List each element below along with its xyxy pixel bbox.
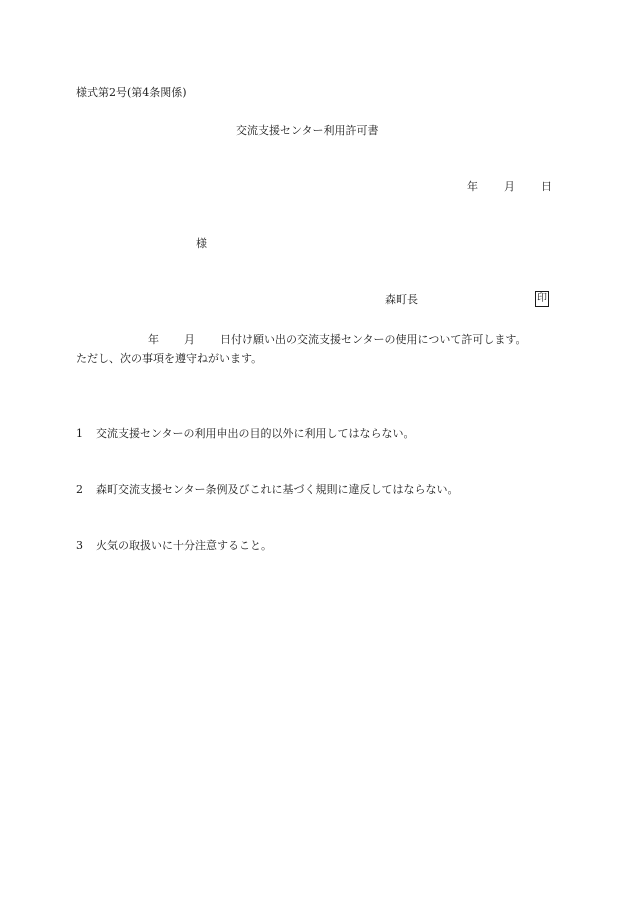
condition-item [76, 484, 459, 495]
issuer-name: 森町長 [385, 293, 418, 306]
form-number: 様式第2号(第4条関係) [76, 86, 187, 99]
condition-item [76, 428, 415, 439]
permission-statement [76, 330, 526, 368]
condition-text: 交流支援センターの利用申出の目的以外に利用してはならない。 [96, 427, 415, 440]
statement-line-1 [76, 330, 526, 349]
statement-month-label: 月 [184, 333, 195, 346]
seal-mark: 印 [535, 291, 549, 307]
date-year-label: 年 [467, 180, 478, 193]
statement-line-2: ただし、次の事項を遵守ねがいます。 [76, 352, 263, 365]
date-month-label: 月 [504, 180, 515, 193]
condition-text: 森町交流支援センター条例及びこれに基づく規則に違反してはならない。 [96, 483, 459, 496]
statement-year-label: 年 [148, 333, 159, 346]
issue-date [467, 181, 552, 192]
recipient-honorific: 様 [196, 237, 207, 250]
condition-item [76, 540, 272, 551]
document-title: 交流支援センター利用許可書 [236, 124, 379, 137]
condition-number: 3 [76, 539, 83, 552]
statement-line-1-text: 日付け願い出の交流支援センターの使用について許可します。 [220, 333, 527, 346]
condition-number: 2 [76, 483, 83, 496]
date-day-label: 日 [541, 180, 552, 193]
condition-text: 火気の取扱いに十分注意すること。 [96, 539, 272, 552]
condition-number: 1 [76, 427, 83, 440]
